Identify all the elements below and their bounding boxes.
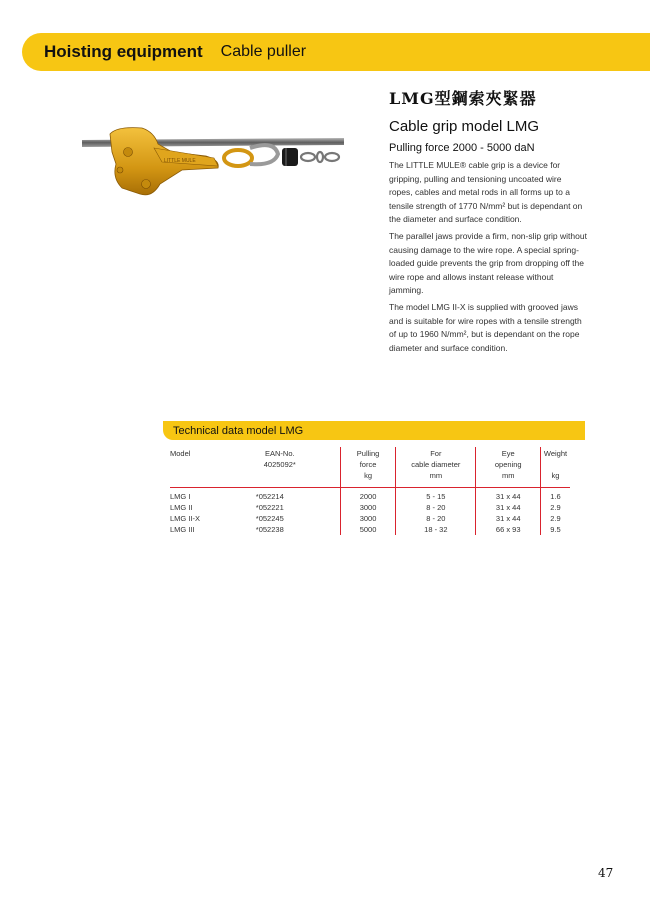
tech-data-bar: [163, 421, 585, 440]
product-description: [389, 159, 587, 358]
description-paragraph: The parallel jaws provide a firm, non-slip grip without causing damage to the wire rope. A special spring-loaded guide prevents the grip from dropping off the wire rope and allows instant release without jamming.: [389, 230, 587, 296]
table-row: LMG II-X *052245 3000 8 - 20 31 x 44 2.9: [170, 513, 570, 524]
product-title: Cable grip model LMG: [389, 118, 540, 135]
section-header-bar: [22, 33, 650, 71]
pulling-force: Pulling force 2000 - 5000 daN: [389, 142, 535, 154]
col-eye-opening: Eye opening mm: [476, 447, 541, 488]
tech-data-table: [170, 447, 570, 535]
header-category: Hoisting equipment: [44, 42, 203, 61]
grip-brand-text: LITTLE MULE: [164, 158, 196, 164]
header-subcategory: Cable puller: [220, 43, 307, 60]
table-row: LMG I *052214 2000 5 - 15 31 x 44 1.6: [170, 488, 570, 503]
cable-grip-image: [82, 118, 344, 206]
table-row: LMG II *052221 3000 8 - 20 31 x 44 2.9: [170, 502, 570, 513]
table-header-row: [170, 447, 570, 488]
col-weight: Weight kg: [540, 447, 570, 488]
col-cable-diameter: For cable diameter mm: [396, 447, 476, 488]
table-row: LMG III *052238 5000 18 - 32 66 x 93 9.5: [170, 524, 570, 535]
page-number: 47: [598, 866, 614, 880]
product-title-chinese: LMG型鋼索夾緊器: [389, 89, 537, 108]
description-paragraph: The model LMG II-X is supplied with grooved jaws and is suitable for wire ropes with a tensile strength of up to 1960 N/mm², but is dependant on the rope diameter and surface condition.: [389, 301, 582, 353]
description-paragraph: The LITTLE MULE® cable grip is a device for gripping, pulling and tensioning uncoated wire ropes, cables and metal rods in all forms up to a tensile strength of 1770 N/mm² but is dependant on the diameter and surface condition.: [389, 160, 583, 225]
col-model: Model: [170, 449, 191, 458]
tech-data-title: Technical data model LMG: [173, 424, 304, 437]
col-pulling-force: Pulling force kg: [340, 447, 395, 488]
col-ean: EAN-No. 4025092*: [263, 449, 296, 469]
